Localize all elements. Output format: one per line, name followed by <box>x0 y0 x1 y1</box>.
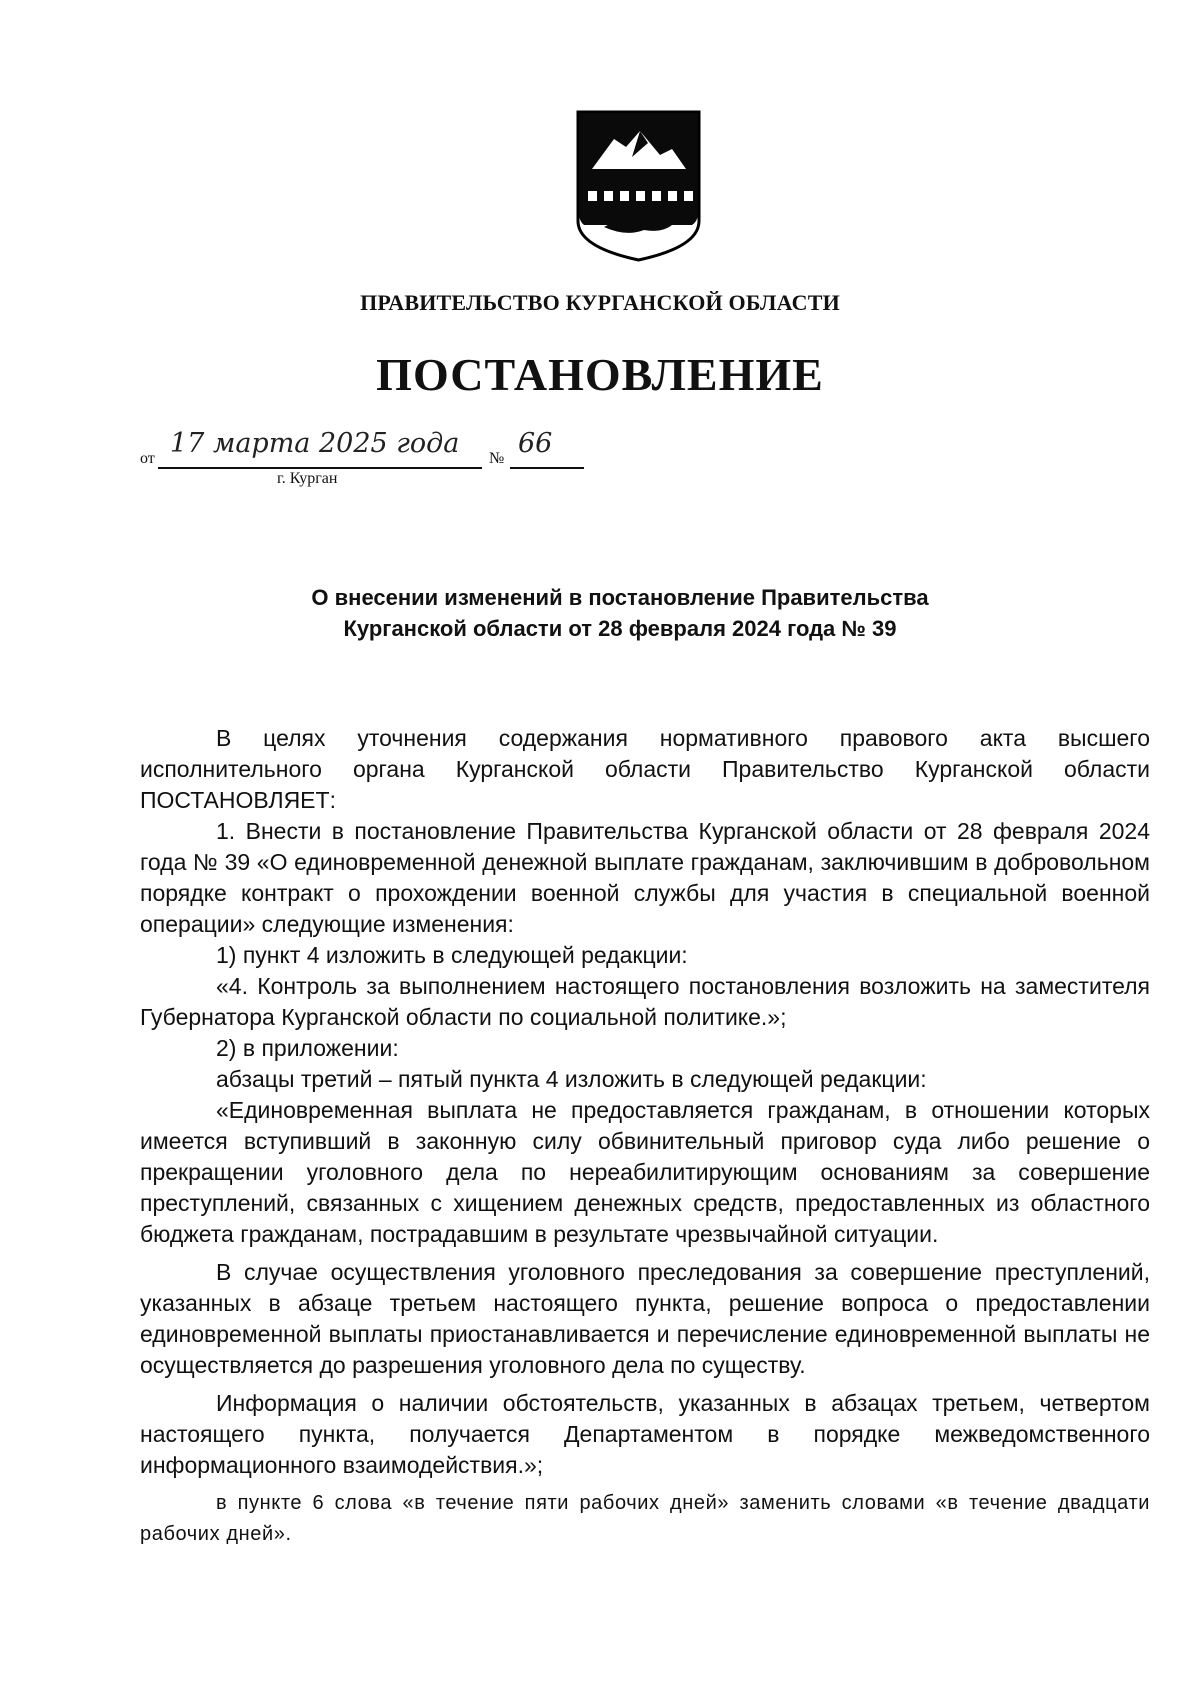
spacer <box>140 1481 1150 1488</box>
paragraph-preamble: В целях уточнения содержания нормативного правового акта высшего исполнительного органа Курганской области Правительство Курганской области ПОСТАНОВЛЯЕТ: <box>140 725 1150 813</box>
paragraph-item-6-change: в пункте 6 слова «в течение пяти рабочих дней» заменить словами «в течение двадцати рабочих дней». <box>140 1492 1150 1545</box>
paragraph-quote-item-4: «4. Контроль за выполнением настоящего постановления возложить на заместителя Губернатора Курганской области по социальной политике.»; <box>140 973 1150 1030</box>
paragraph-subitem-1: 1) пункт 4 изложить в следующей редакции: <box>216 942 688 968</box>
number-label: № <box>489 450 505 467</box>
handwritten-number: 66 <box>518 428 553 459</box>
from-label: от <box>140 450 155 467</box>
paragraph-quote-2: В случае осуществления уголовного преследования за совершение преступлений, указанных в абзаце третьем настоящего пункта, решение вопроса о предоставлении единовременной выплаты приостанавливается и перечисление единовременной выплаты не осуществляется до разрешения уголовного дела по существу. <box>140 1259 1150 1378</box>
city-label: г. Курган <box>277 470 338 487</box>
government-name: ПРАВИТЕЛЬСТВО КУРГАНСКОЙ ОБЛАСТИ <box>360 290 840 315</box>
paragraph-item-1: 1. Внести в постановление Правительства Курганской области от 28 февраля 2024 года № 39 «О единовременной денежной выплате гражданам, заключившим в добровольном порядке контракт о прохождении военной службы для участия в специальной военной операции» следующие изменения: <box>140 818 1150 937</box>
spacer <box>140 1381 1150 1388</box>
subject-line-2: Курганской области от 28 февраля 2024 года № 39 <box>343 616 897 641</box>
document-type-heading: ПОСТАНОВЛЕНИЕ <box>376 349 824 400</box>
number-underline <box>510 467 584 469</box>
paragraph-quote-1: «Единовременная выплата не предоставляется гражданам, в отношении которых имеется вступивший в законную силу обвинительный приговор суда либо решение о прекращении уголовного дела по нереабилитирующим основаниям за совершение преступлений, связанных с хищением денежных средств, предоставленных из областного бюджета гражданам, пострадавшим в результате чрезвычайной ситуации. <box>140 1097 1150 1247</box>
paragraph-quote-3: Информация о наличии обстоятельств, указанных в абзацах третьем, четвертом настоящего пункта, получается Департаментом в порядке межведомственного информационного взаимодействия.»; <box>140 1390 1150 1478</box>
paragraph-appendix-paragraphs: абзацы третий – пятый пункта 4 изложить в следующей редакции: <box>216 1066 927 1092</box>
subject-line-1: О внесении изменений в постановление Правительства <box>311 585 929 610</box>
document-subject <box>200 582 1040 644</box>
paragraph-subitem-2: 2) в приложении: <box>216 1035 399 1061</box>
document-body <box>140 723 1150 1550</box>
date-underline <box>158 467 482 469</box>
spacer <box>140 1250 1150 1257</box>
date-number-line <box>140 428 660 470</box>
handwritten-date: 17 марта 2025 года <box>170 428 460 459</box>
coat-of-arms-icon <box>574 109 703 262</box>
